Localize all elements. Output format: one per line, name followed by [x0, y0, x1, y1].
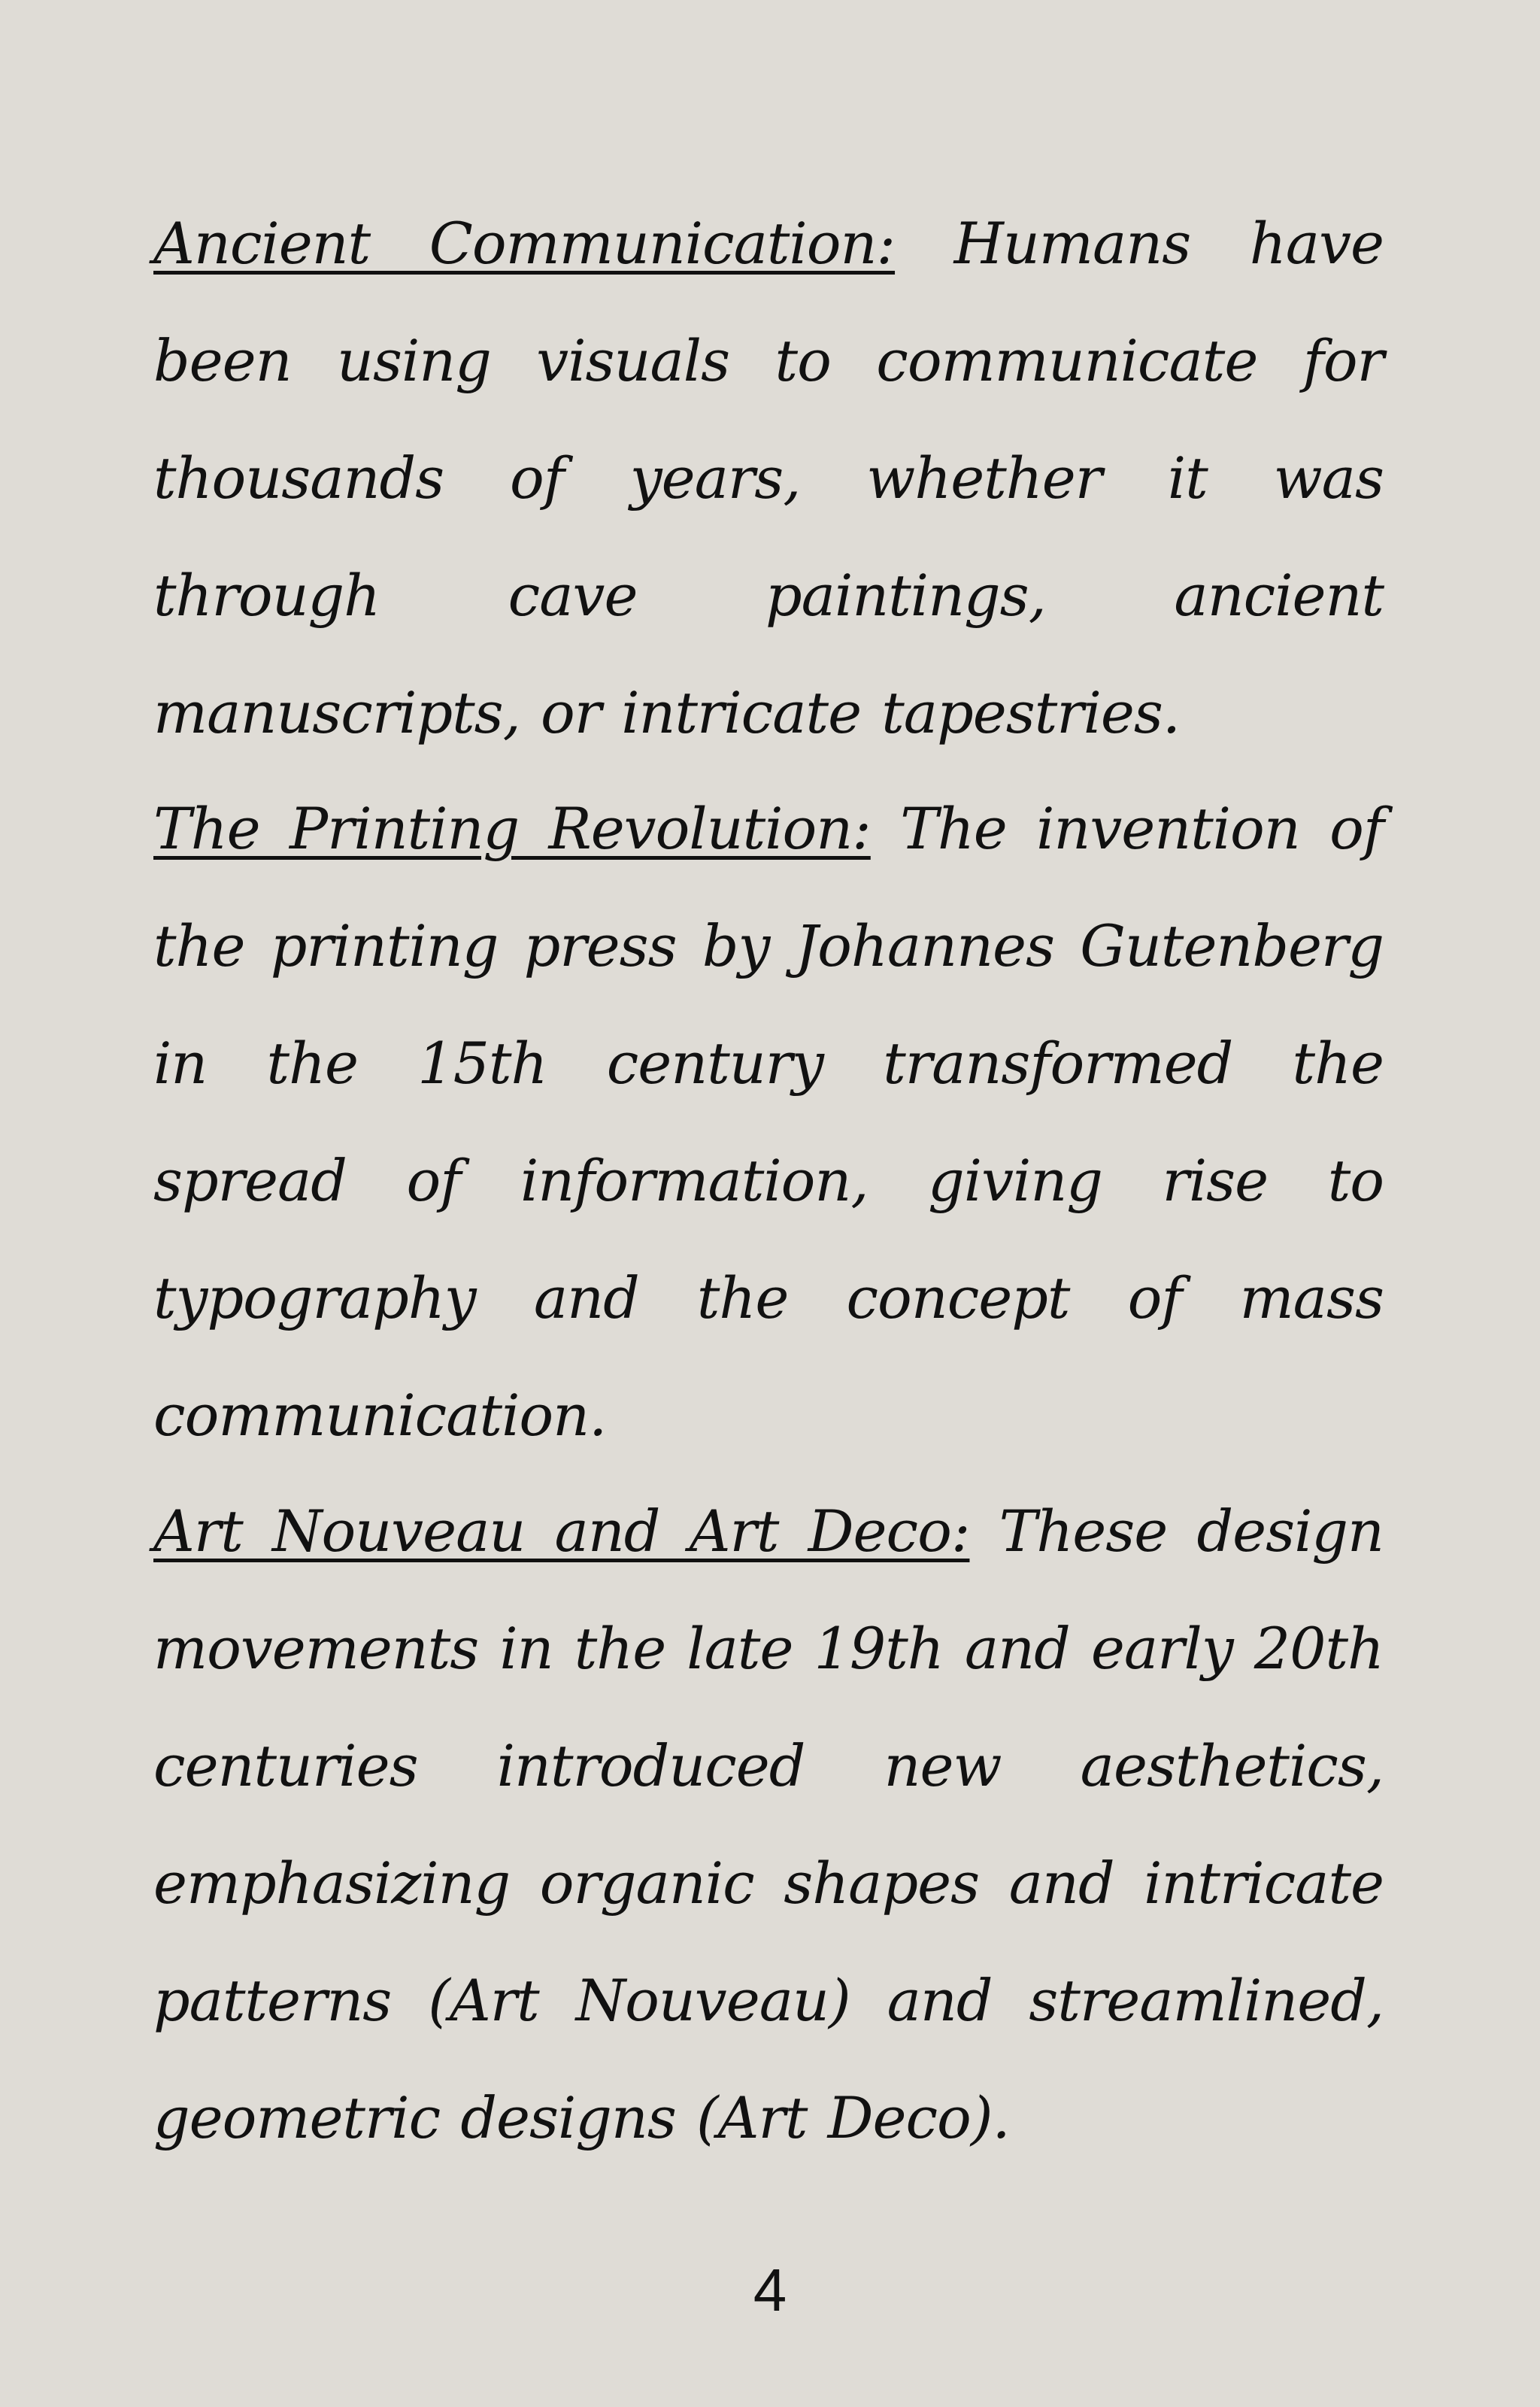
section-body: These design movements in the late 19th and early 20th centuries introduced new aesthetics, emphasizing organic shapes and intricate patterns (Art Nouveau) and streamlined, geometric designs (Art Deco). [153, 1498, 1384, 2151]
section-heading: Ancient Communication: [153, 210, 896, 277]
page-number: 4 [753, 2257, 787, 2324]
section-art-nouveau-art-deco [153, 1473, 1384, 2177]
section-printing-revolution [153, 770, 1384, 1474]
section-body: The invention of the printing press by Johannes Gutenberg in the 15th century transformed the spread of information, giving rise to typography and the concept of mass communication. [153, 795, 1384, 1449]
section-body: Humans have been using visuals to communicate for thousands of years, whether it was through cave paintings, ancient manuscripts, or intricate tapestries. [153, 210, 1384, 746]
section-heading: The Printing Revolution: [153, 795, 871, 862]
section-ancient-communication [153, 185, 1384, 772]
section-heading: Art Nouveau and Art Deco: [153, 1498, 970, 1565]
